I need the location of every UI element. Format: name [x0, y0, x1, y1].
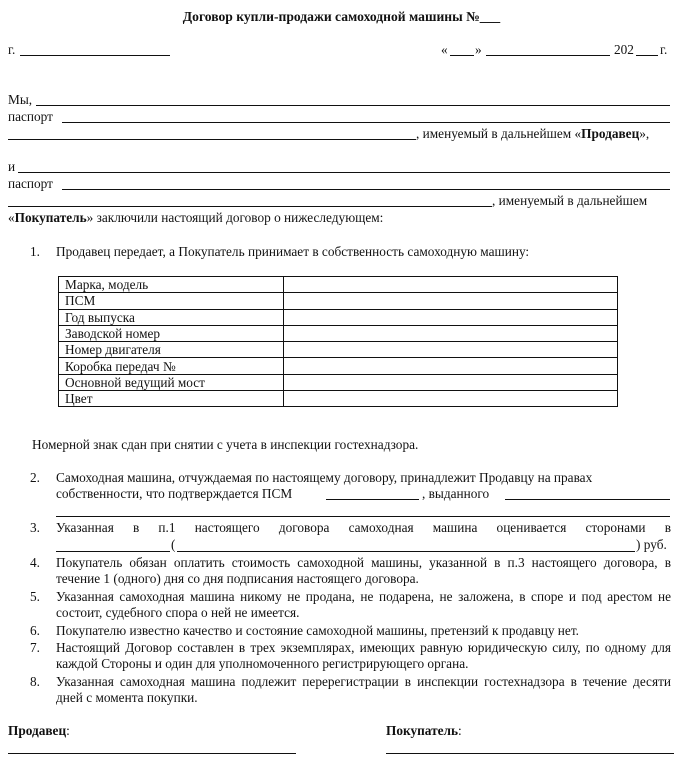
spec-value-field[interactable] — [284, 293, 618, 309]
seller-passport-label: паспорт — [8, 109, 53, 124]
price-open-paren: ( — [171, 537, 176, 552]
buyer-signature-field[interactable] — [386, 753, 674, 754]
clause-7: 7. Настоящий Договор составлен в трех экземплярах, имеющих равную юридическую силу, по одному для каждой Стороны и один для уполномоченного регистрирующего органа. — [30, 640, 671, 671]
spec-label: Номер двигателя — [59, 342, 284, 358]
price-words-field[interactable] — [177, 551, 635, 552]
plate-note: Номерной знак сдан при снятии с учета в инспекции гостехнадзора. — [32, 437, 419, 452]
clause-2-psm-text: собственности, что подтверждается ПСМ — [56, 486, 293, 501]
table-row — [59, 374, 618, 390]
spec-label: ПСМ — [59, 293, 284, 309]
month-field[interactable] — [486, 55, 610, 56]
date-close-quote: » — [475, 42, 482, 57]
spec-value-field[interactable] — [284, 358, 618, 374]
buyer-named-text: , именуемый в дальнейшем — [492, 193, 648, 208]
year-suffix: г. — [660, 42, 668, 57]
year-prefix: 202 — [614, 42, 634, 57]
date-open-quote: « — [441, 42, 448, 57]
buyer-passport-label: паспорт — [8, 176, 53, 191]
spec-value-field[interactable] — [284, 277, 618, 293]
buyer-signature-label: Покупатель: — [386, 723, 462, 738]
clause-8: 8. Указанная самоходная машина подлежит перерегистрации в инспекции гостехнадзора в течение десяти дней с момента покупки. — [30, 674, 671, 705]
seller-signature-label: Продавец: — [8, 723, 70, 738]
clause-2: 2. Самоходная машина, отчуждаемая по настоящему договору, принадлежит Продавцу на правах — [30, 470, 593, 485]
document-title: Договор купли-продажи самоходной машины №___ — [182, 9, 501, 24]
spec-label: Заводской номер — [59, 325, 284, 341]
clause-3: 3. Указанная в п.1 настоящего договора самоходная машина оценивается сторонами в — [30, 520, 671, 535]
machine-spec-table — [58, 276, 618, 407]
year-field[interactable] — [636, 55, 658, 56]
spec-label: Марка, модель — [59, 277, 284, 293]
price-digits-field[interactable] — [56, 551, 170, 552]
clause-6: 6. Покупателю известно качество и состояние самоходной машины, претензий к продавцу нет. — [30, 623, 579, 638]
buyer-concluded-line: «Покупатель» заключили настоящий договор о нижеследующем: — [8, 210, 384, 225]
we-label: Мы, — [8, 92, 33, 107]
spec-label: Цвет — [59, 391, 284, 407]
day-field[interactable] — [450, 55, 474, 56]
spec-label: Коробка передач № — [59, 358, 284, 374]
psm-issuer-field-cont[interactable] — [56, 516, 670, 517]
buyer-role: Покупатель — [14, 210, 87, 225]
table-row — [59, 325, 618, 341]
price-close-paren: ) руб. — [636, 537, 667, 552]
spec-value-field[interactable] — [284, 342, 618, 358]
seller-role: Продавец — [581, 126, 640, 141]
clause-4: 4. Покупатель обязан оплатить стоимость самоходной машины, указанной в п.3 настоящего договора, в течение 1 (одного) дня со дня подписания настоящего договора. — [30, 555, 671, 586]
spec-value-field[interactable] — [284, 325, 618, 341]
seller-passport-field-cont[interactable] — [8, 139, 416, 140]
table-row — [59, 277, 618, 293]
spec-value-field[interactable] — [284, 374, 618, 390]
table-row — [59, 358, 618, 374]
psm-number-field[interactable] — [326, 499, 419, 500]
seller-name-field[interactable] — [36, 105, 670, 106]
clause-5: 5. Указанная самоходная машина никому не продана, не подарена, не заложена, в споре и под арестом не состоит, судебного спора о ней не имеется. — [30, 589, 671, 620]
buyer-passport-field[interactable] — [62, 189, 670, 190]
clause-2-issued-text: , выданного — [422, 486, 490, 501]
city-field[interactable] — [20, 55, 170, 56]
spec-label: Основной ведущий мост — [59, 374, 284, 390]
seller-passport-field[interactable] — [62, 122, 670, 123]
and-label: и — [8, 159, 16, 174]
table-row — [59, 391, 618, 407]
table-row — [59, 309, 618, 325]
spec-value-field[interactable] — [284, 309, 618, 325]
table-row — [59, 293, 618, 309]
clause-1: 1. Продавец передает, а Покупатель принимает в собственность самоходную машину: — [30, 244, 530, 259]
city-label: г. — [8, 42, 16, 57]
buyer-passport-field-cont[interactable] — [8, 206, 492, 207]
table-row — [59, 342, 618, 358]
spec-value-field[interactable] — [284, 391, 618, 407]
seller-signature-field[interactable] — [8, 753, 296, 754]
buyer-name-field[interactable] — [18, 172, 670, 173]
psm-issuer-field[interactable] — [505, 499, 670, 500]
seller-named-line: , именуемый в дальнейшем «Продавец», — [416, 126, 650, 141]
spec-label: Год выпуска — [59, 309, 284, 325]
